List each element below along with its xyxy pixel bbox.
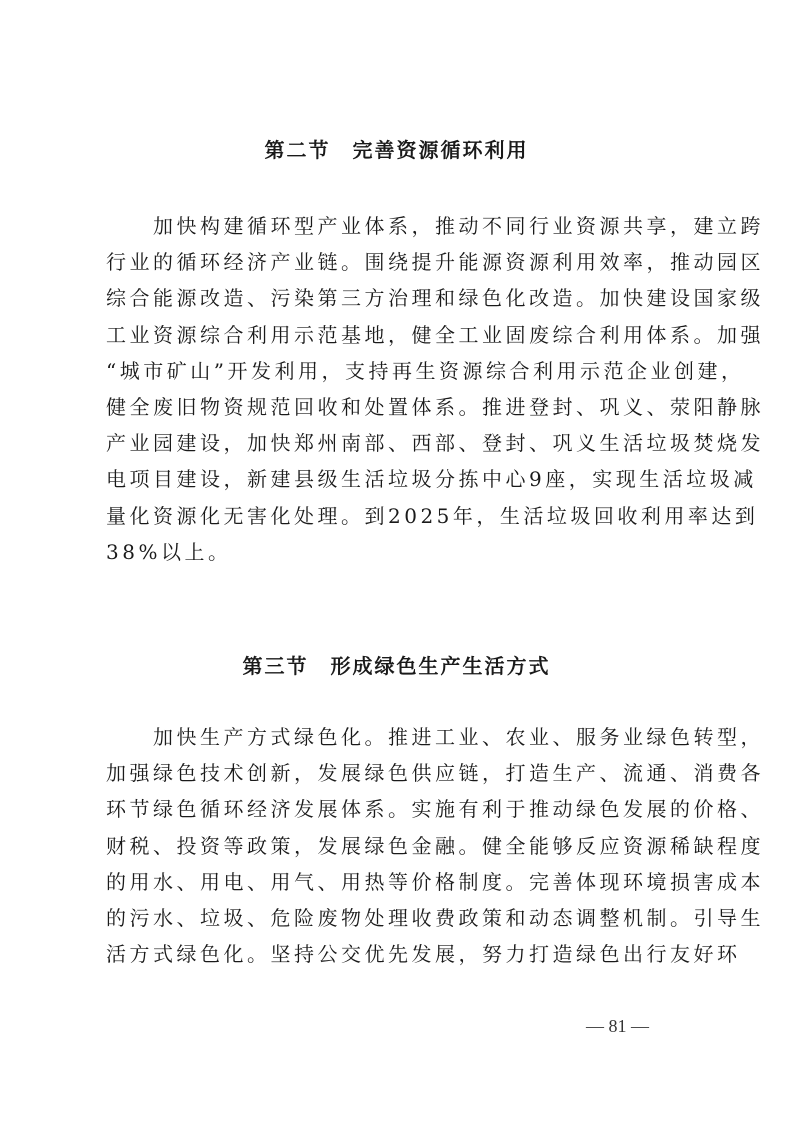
- section-heading-3: 第三节 形成绿色生产生活方式: [242, 654, 551, 678]
- paragraph-line: 的用水、用电、用气、用热等价格制度。完善体现环境损害成本: [106, 869, 764, 894]
- paragraph-line: 电项目建设，新建县级生活垃圾分拣中心9座，实现生活垃圾减: [106, 467, 757, 492]
- paragraph-line: 38%以上。: [106, 539, 232, 564]
- paragraph-line: 健全废旧物资规范回收和处置体系。推进登封、巩义、荥阳静脉: [106, 394, 764, 419]
- paragraph-line: 工业资源综合利用示范基地，健全工业固废综合利用体系。加强: [106, 322, 764, 347]
- paragraph-line: “城市矿山”开发利用，支持再生资源综合利用示范企业创建，: [106, 358, 745, 383]
- paragraph-line: 行业的循环经济产业链。围绕提升能源资源利用效率，推动园区: [106, 250, 764, 275]
- paragraph-line: 加快构建循环型产业体系，推动不同行业资源共享，建立跨: [106, 214, 764, 238]
- paragraph-line: 产业园建设，加快郑州南部、西部、登封、巩义生活垃圾焚烧发: [106, 431, 764, 456]
- section-3-paragraph: [106, 719, 764, 972]
- paragraph-line: 综合能源改造、污染第三方治理和绿色化改造。加快建设国家级: [106, 286, 764, 311]
- paragraph-line: 量化资源化无害化处理。到2025年，生活垃圾回收利用率达到: [106, 503, 759, 528]
- paragraph-line: 加快生产方式绿色化。推进工业、农业、服务业绿色转型，: [106, 725, 764, 749]
- paragraph-line: 环节绿色循环经济发展体系。实施有利于推动绿色发展的价格、: [106, 797, 764, 822]
- section-heading-2: 第二节 完善资源循环利用: [264, 138, 529, 162]
- paragraph-line: 财税、投资等政策，发展绿色金融。健全能够反应资源稀缺程度: [106, 833, 764, 858]
- paragraph-line: 加强绿色技术创新，发展绿色供应链，打造生产、流通、消费各: [106, 761, 764, 786]
- paragraph-line: 活方式绿色化。坚持公交优先发展，努力打造绿色出行友好环: [106, 942, 741, 967]
- page-number: — 81 —: [586, 1016, 649, 1036]
- paragraph-line: 的污水、垃圾、危险废物处理收费政策和动态调整机制。引导生: [106, 905, 764, 930]
- section-2-paragraph: [106, 208, 764, 570]
